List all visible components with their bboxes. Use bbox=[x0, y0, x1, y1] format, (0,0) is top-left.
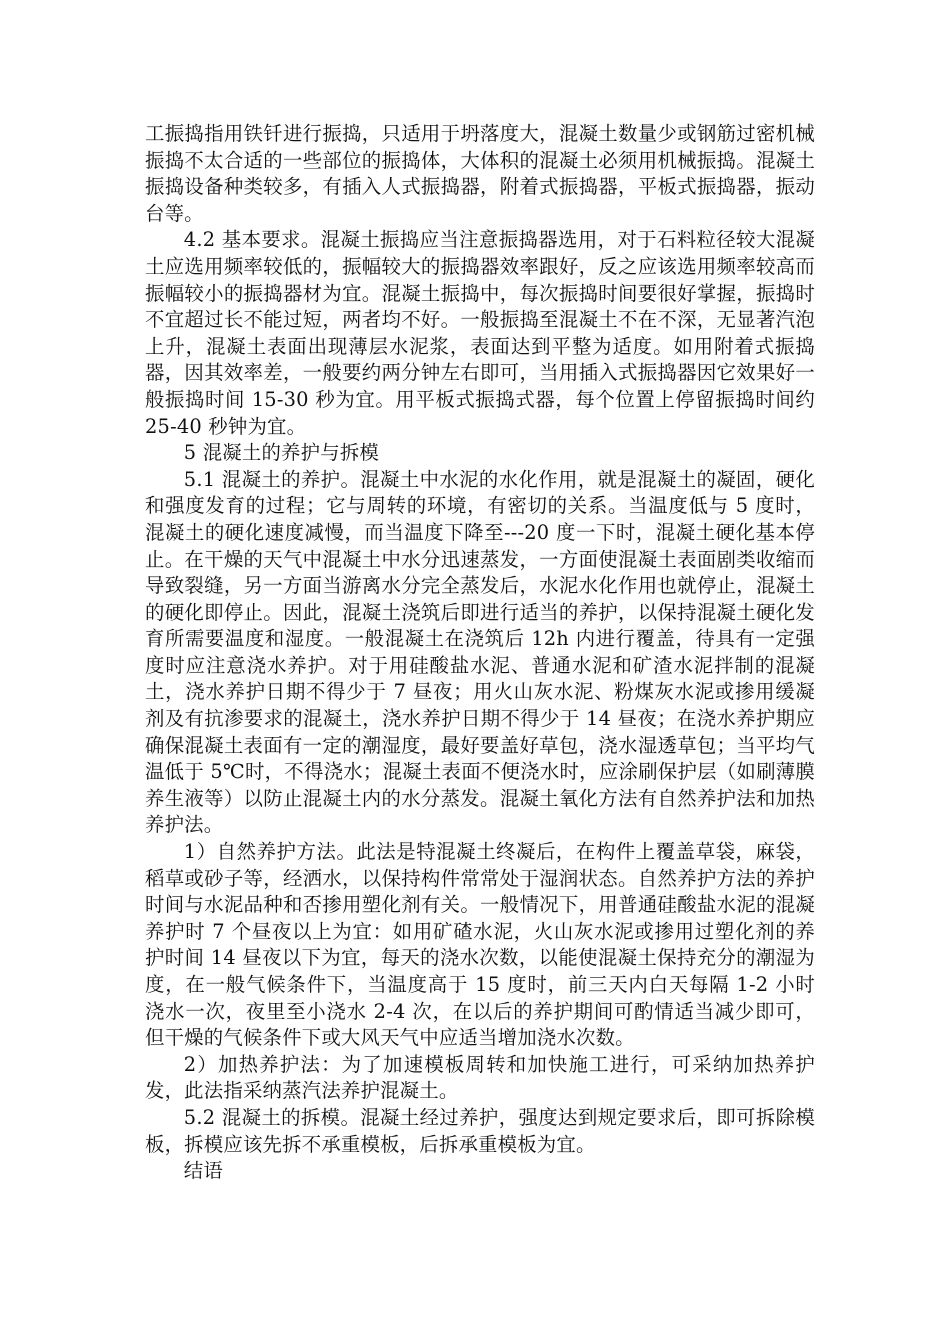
document-body bbox=[145, 121, 815, 1185]
paragraph-basic-requirements: 4.2 基本要求。混凝土振捣应当注意振捣器选用，对于石料粒径较大混凝土应选用频率较低的，振幅较大的振捣器效率跟好，反之应该选用频率较高而振幅较小的振捣器材为宜。混凝土振捣中，每次振捣时间要很好掌握，振捣时不宜超过长不能过短，两者均不好。一般振捣至混凝土不在不深，无显著汽泡上升，混凝土表面出现薄层水泥浆，表面达到平整为适度。如用附着式振捣器，因其效率差，一般要约两分钟左右即可，当用插入式振捣器因它效果好一般振捣时间 15-30 秒为宜。用平板式振捣式器，每个位置上停留振捣时间约 25-40 秒钟为宜。 bbox=[145, 228, 815, 438]
paragraph-natural-curing: 1）自然养护方法。此法是特混凝土终凝后，在构件上覆盖草袋，麻袋，稻草或砂子等，经洒水，以保持构件常常处于湿润状态。自然养护方法的养护时间与水泥品种和否掺用塑化剂有关。一般情况下，用普通硅酸盐水泥的混凝养护时 7 个昼夜以上为宜：如用矿碴水泥，火山灰水泥或掺用过塑化剂的养护时间 14 昼夜以下为宜，每天的浇水次数，以能使混凝土保持充分的潮湿为度，在一般气候条件下，当温度高于 15 度时，前三天内白天每隔 1-2 小时浇水一次，夜里至小浇水 2-4 次，在以后的养护期间可酌情适当减少即可，但干燥的气候条件下或大风天气中应适当增加浇水次数。 bbox=[145, 840, 815, 1050]
section-heading-conclusion: 结语 bbox=[183, 1159, 223, 1183]
section-heading-curing-and-formwork: 5 混凝土的养护与拆模 bbox=[183, 441, 380, 465]
paragraph-concrete-curing: 5.1 混凝土的养护。混凝土中水泥的水化作用，就是混凝土的凝固，硬化和强度发育的过程；它与周转的环境，有密切的关系。当温度低与 5 度时，混凝土的硬化速度减慢，而当温度下降至---20 度一下时，混凝土硬化基本停止。在干燥的天气中混凝土中水分迅速蒸发，一方面使混凝土表面剧类收缩而导致裂缝，另一方面当游离水分完全蒸发后，水泥水化作用也就停止，混凝土的硬化即停止。因此，混凝土浇筑后即进行适当的养护，以保持混凝土硬化发育所需要温度和湿度。一般混凝土在浇筑后 12h 内进行覆盖，待具有一定强度时应注意浇水养护。对于用硅酸盐水泥、普通水泥和矿渣水泥拌制的混凝土，浇水养护日期不得少于 7 昼夜；用火山灰水泥、粉煤灰水泥或掺用缓凝剂及有抗渗要求的混凝土，浇水养护日期不得少于 14 昼夜；在浇水养护期应确保混凝土表面有一定的潮湿度，最好要盖好草包，浇水湿透草包；当平均气温低于 5℃时，不得浇水；混凝土表面不便浇水时，应涂刷保护层（如刷薄膜养生液等）以防止混凝土内的水分蒸发。混凝土氧化方法有自然养护法和加热养护法。 bbox=[145, 467, 815, 837]
paragraph-heat-curing: 2）加热养护法：为了加速模板周转和加快施工进行，可采纳加热养护发，此法指采纳蒸汽法养护混凝土。 bbox=[145, 1052, 815, 1103]
paragraph-manual-vibration: 工振捣指用铁钎进行振捣，只适用于坍落度大，混凝土数量少或钢筋过密机械振捣不太合适的一些部位的振捣体，大体积的混凝土必须用机械振捣。混凝土振捣设备种类较多，有插入人式振捣器，附着式振捣器，平板式振捣器，振动台等。 bbox=[145, 122, 815, 225]
paragraph-formwork-removal: 5.2 混凝土的拆模。混凝土经过养护，强度达到规定要求后，即可拆除模板，拆模应该先拆不承重模板，后拆承重模板为宜。 bbox=[145, 1105, 815, 1156]
